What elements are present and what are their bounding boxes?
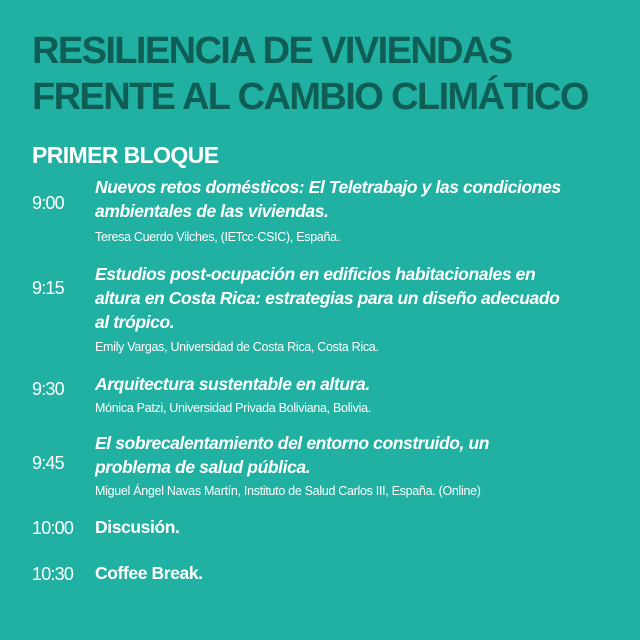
title-line-1: RESILIENCIA DE VIVIENDAS [32,30,512,72]
speaker-info: Emily Vargas, Universidad de Costa Rica, Costa Rica. [95,340,379,354]
schedule-time: 9:45 [32,453,64,473]
speaker-info: Miguel Ángel Navas Martín, Instituto de Salud Carlos III, España. (Online) [95,484,481,498]
schedule-time: 10:30 [32,564,74,584]
schedule-label: Discusión. [95,517,180,537]
schedule-time: 9:15 [32,278,64,298]
schedule-label: Coffee Break. [95,563,203,583]
talk-title [95,175,625,223]
talk-title [95,431,625,479]
schedule-time: 9:30 [32,379,64,399]
schedule-time: 9:00 [32,193,64,213]
speaker-info: Mónica Patzi, Universidad Privada Boliviana, Bolivia. [95,401,371,415]
talk-title-line: El sobrecalentamiento del entorno construido, un [95,433,490,453]
speaker-info: Teresa Cuerdo Vilches, (IETcc-CSIC), España. [95,230,341,244]
talk-title [95,372,625,396]
talk-title [95,262,625,334]
schedule-time: 10:00 [32,518,74,538]
talk-title-line: Nuevos retos domésticos: El Teletrabajo y las condiciones [95,177,561,197]
talk-title-line: altura en Costa Rica: estrategias para un diseño adecuado [95,288,560,308]
title-line-2: FRENTE AL CAMBIO CLIMÁTICO [32,76,588,118]
talk-title-line: Arquitectura sustentable en altura. [95,374,370,394]
talk-title-line: al trópico. [95,312,175,332]
section-heading: PRIMER BLOQUE [32,142,219,168]
talk-title-line: ambientales de las viviendas. [95,201,329,221]
talk-title-line: problema de salud pública. [95,457,311,477]
page-title [32,28,588,120]
talk-title-line: Estudios post-ocupación en edificios habitacionales en [95,264,536,284]
